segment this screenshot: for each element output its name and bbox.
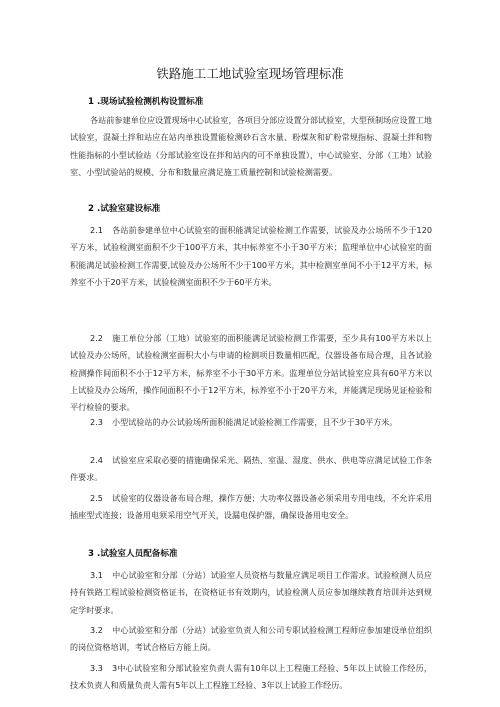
clause-number: 2.5 [90, 493, 103, 503]
clause-3-3 [70, 660, 432, 695]
clause-number: 2.3 [90, 417, 103, 427]
clause-text: 施工单位分部（工地）试验室的面积能满足试验检测工作需要，至少具有100平方米以上试验及办公场所，试验检测室面积大小与申请的检测项目数量相匹配，仪器设备布局合理，且各试验检测操作间面积不小于12平方米，标养室不小于30平方米。监理单位分站试验室应具有60平方米以上试验及办公场所，操作间面积不小于12平方米，标养室不小于20平方米，并能满足现场见证检验和平行检验的要求。 [70, 333, 432, 413]
clause-number: 3.1 [90, 570, 103, 580]
clause-3-1 [70, 567, 432, 619]
section-1-paragraph: 各站前参建单位应设置现场中心试验室，各项目分部应设置分部试验室，大型预制场应设置工地试验室，混凝土拌和站应在站内单独设置能检测砂石含水量、粉煤灰和矿粉常规指标、混凝土拌和物性能指标的小型试验站（分部试验室设在拌和站内的可不单独设置），中心试验室、分部（工地）试验室、小型试验站的规模、分布和数量应满足施工质量控制和试验检测需要。 [70, 115, 432, 177]
section-1-heading: 1 .现场试验检测机构设置标准 [88, 97, 204, 107]
clause-text: 中心试验室和分部（分站）试验室人员资格与数量应满足项目工作需求。试验检测人员应持有铁路工程试验检测资格证书，在资格证书有效期内，试验检测人员应参加继续教育培训并达到规定学时要求。 [70, 570, 432, 615]
clause-2-5 [70, 490, 432, 525]
section-3-heading: 3 .试验室人员配备标准 [88, 549, 178, 559]
clause-number: 3.3 [90, 663, 103, 673]
clause-2-2 [70, 330, 432, 416]
clause-text: 3中心试验室和分部试验室负责人需有10年以上工程施工经验、5年以上试验工作经历，技术负责人和质量负责人需有5年以上工程施工经验、3年以上试验工作经历。 [70, 663, 432, 691]
clause-text: 小型试验站的办公试验场所面积能满足试验检测工作需要，且不少于30平方米。 [112, 417, 398, 427]
clause-2-1 [70, 222, 432, 291]
clause-number: 2.1 [90, 225, 103, 235]
clause-text: 各站前参建单位中心试验室的面积能满足试验检测工作需要，试验及办公场所不少于120平方米，试验检测室面积不少于100平方米，其中标养室不小于30平方米；监理单位中心试验室的面积能满足试验检测工作需要,试验及办公场所不少于100平方米，其中检测室单间不小于12平方米，标养室不小于20平方米，试验检测室面积不少于60平方米。 [70, 225, 432, 287]
clause-2-3 [70, 414, 432, 431]
clause-2-4 [70, 452, 432, 487]
clause-number: 3.2 [90, 625, 103, 635]
clause-3-2 [70, 622, 432, 657]
section-2-heading: 2 .试验室建设标准 [88, 204, 161, 214]
clause-text: 试验室应采取必要的措施确保采光、隔热、室温、湿度、供水、供电等应满足试验工作条件要求。 [70, 455, 432, 483]
clause-number: 2.2 [90, 333, 103, 343]
clause-number: 2.4 [90, 455, 103, 465]
clause-text: 试验室的仪器设备布局合理，操作方便；大功率仪器设备必须采用专用电线，不允许采用插座型式连接；设备用电须采用空气开关，设漏电保护器，确保设备用电安全。 [70, 493, 432, 521]
document-title: 铁路施工工地试验室现场管理标准 [156, 66, 344, 81]
clause-text: 中心试验室和分部（分站）试验室负责人和公司专职试验检测工程师应参加建设单位组织的岗位资格培训，考试合格后方能上岗。 [70, 625, 432, 653]
